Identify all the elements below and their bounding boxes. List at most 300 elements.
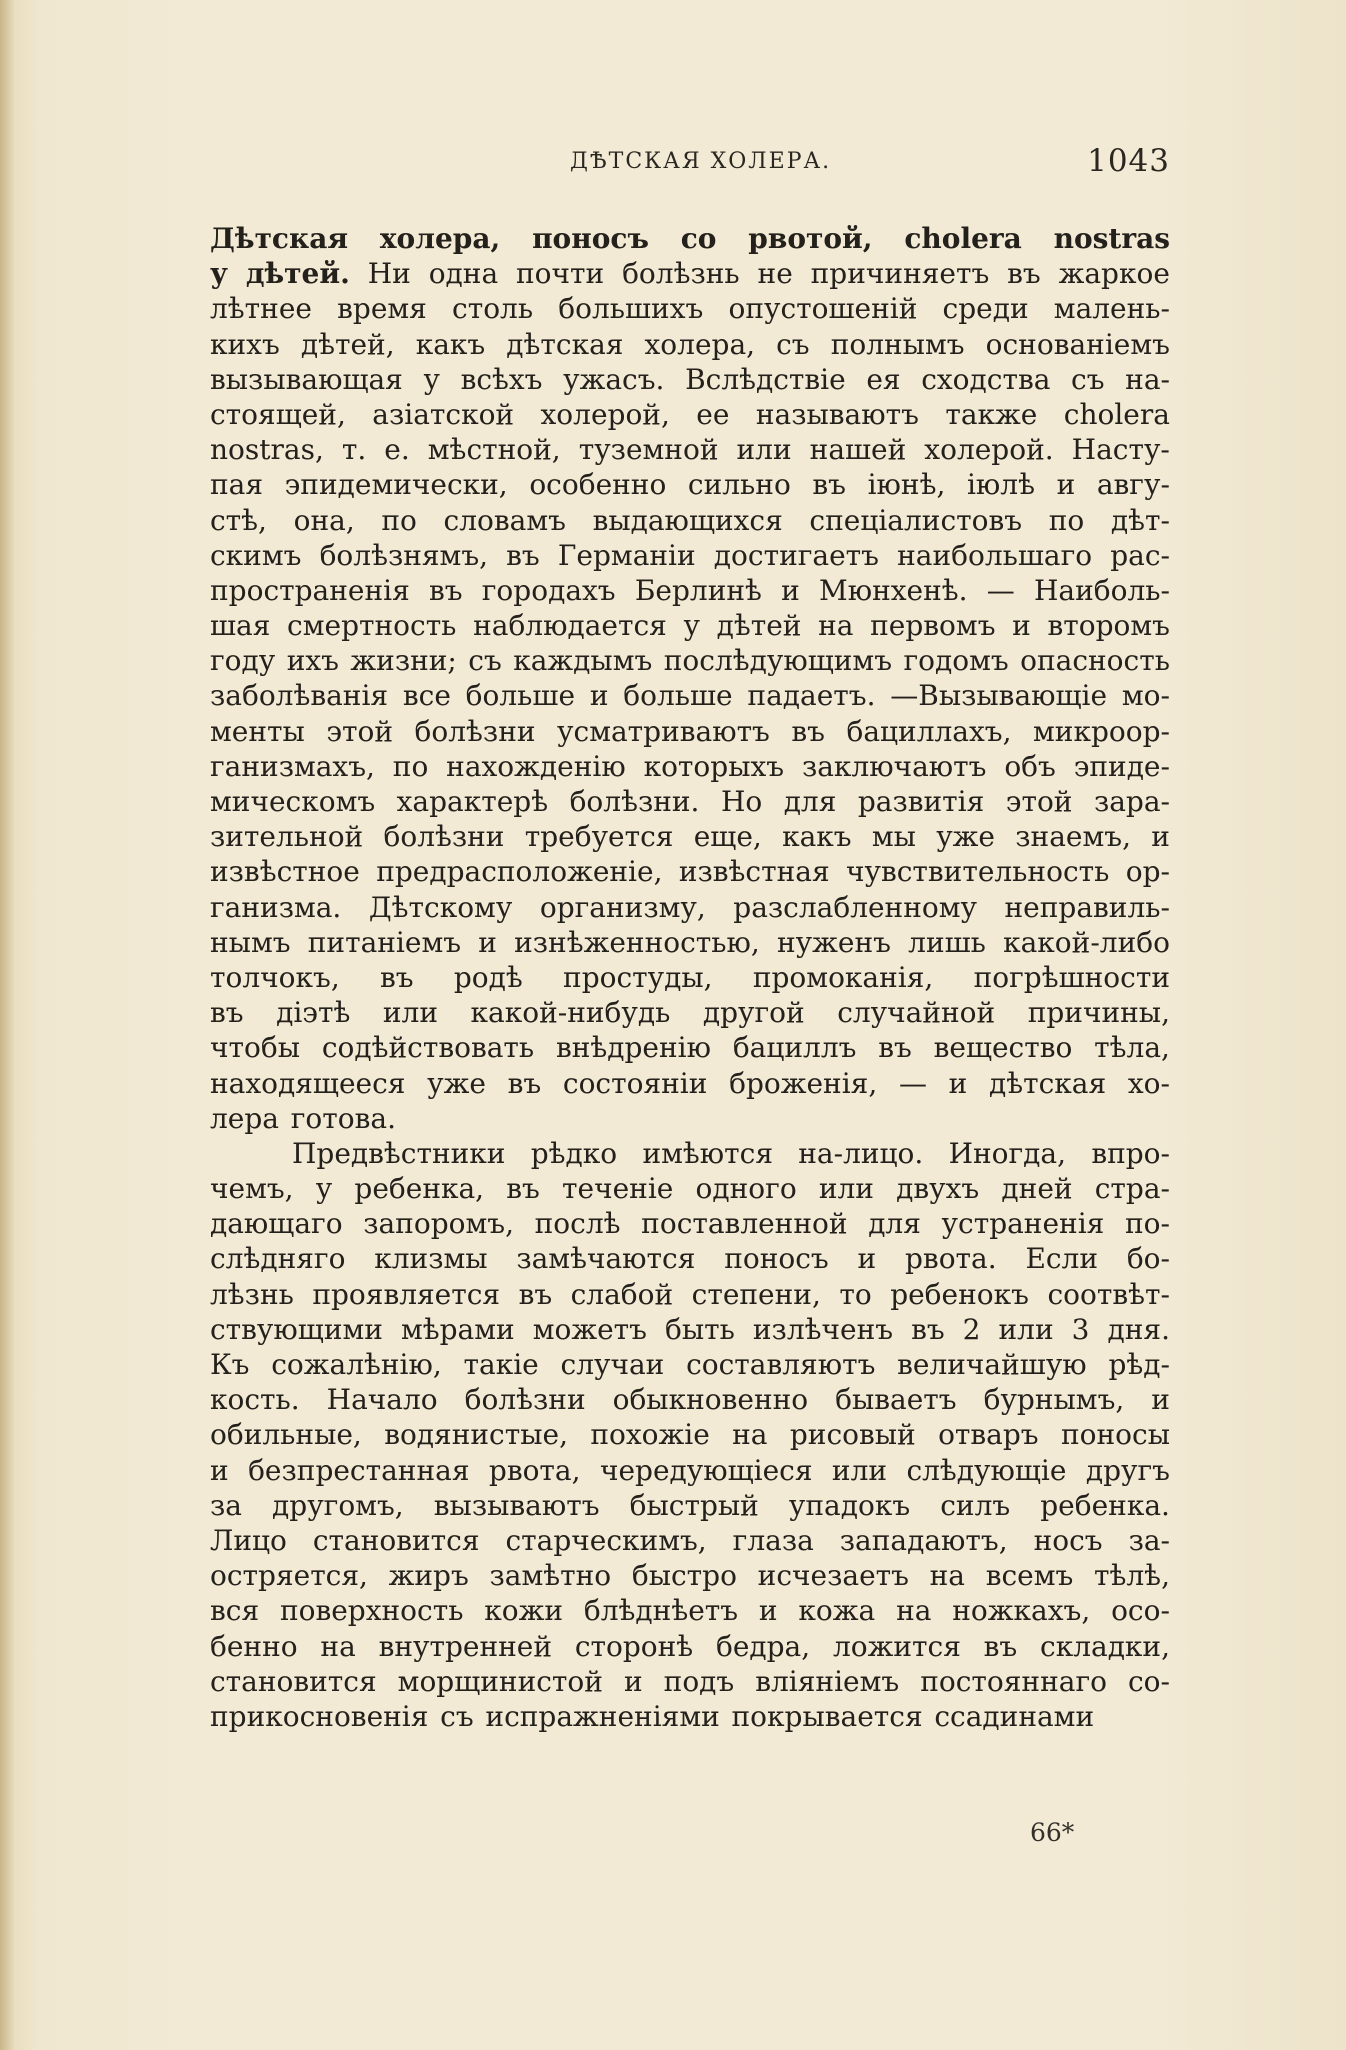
word: причины, [1027, 996, 1170, 1030]
word: толчокъ, [210, 960, 340, 994]
word: для [783, 785, 837, 818]
word: ребенка. [1040, 1488, 1170, 1522]
word: послѣ [534, 1207, 621, 1241]
word: въ [911, 1312, 945, 1346]
word: хо- [1127, 1066, 1170, 1100]
word: скимъ [210, 538, 302, 572]
word: клизмы [374, 1242, 488, 1276]
word: въ [1007, 257, 1041, 291]
word: нуженъ [777, 925, 891, 959]
word: покрывается [731, 1699, 923, 1733]
word: неправиль- [1004, 890, 1170, 924]
word: и [1012, 609, 1031, 643]
word: двухъ [896, 1172, 980, 1206]
word: сожалѣнію, [271, 1348, 442, 1381]
word: nostras [1053, 222, 1170, 255]
word: городахъ [481, 573, 616, 607]
word: словамъ [443, 503, 566, 537]
word: также [945, 397, 1038, 431]
word: на [896, 1594, 932, 1628]
word: пая [210, 468, 264, 502]
word: погрѣшности [973, 960, 1170, 994]
word: дѣтей. [245, 257, 350, 291]
text-line [210, 608, 1170, 643]
word: дѣтей [716, 609, 802, 643]
word: болѣзнь [622, 257, 740, 291]
word: сильно [687, 468, 791, 502]
word: лѣтнее [210, 292, 312, 326]
word: нахожденію [446, 749, 626, 783]
word: вещество [933, 1031, 1073, 1065]
word: спеціалистовъ [809, 503, 1023, 537]
word: въ [428, 573, 463, 607]
word: бо- [1126, 1242, 1170, 1276]
word: зительной [210, 820, 364, 854]
word: мы [871, 820, 916, 854]
word: водянистые, [384, 1418, 568, 1452]
word: кожа [798, 1594, 876, 1628]
word: глаза [732, 1523, 814, 1557]
word: среди [942, 292, 1029, 326]
word: въ [380, 960, 414, 994]
word: болѣзни [464, 1383, 586, 1417]
word: лишь [908, 925, 986, 959]
word: въ [878, 1031, 912, 1065]
word: внутренней [378, 1629, 553, 1663]
text-line [210, 678, 1170, 713]
word: у [423, 362, 440, 396]
word: или [382, 996, 438, 1030]
word: Лицо [210, 1523, 287, 1557]
word: дѣт- [1110, 503, 1170, 537]
word: выдающихся [592, 503, 783, 537]
word: бываетъ [835, 1383, 957, 1417]
word: cholera [904, 222, 1022, 255]
word: Мюнхенѣ. [819, 573, 968, 607]
word: и [948, 1066, 968, 1100]
word: теченіе [562, 1172, 674, 1206]
word: —Вызывающіе [890, 679, 1108, 713]
word: въ [518, 1277, 553, 1311]
text-line [210, 432, 1170, 467]
word: слабой [570, 1277, 674, 1311]
word: менты [210, 714, 305, 748]
word: питаніемъ [307, 925, 462, 959]
word: дѣтей, [300, 327, 395, 361]
word: холера, [644, 327, 756, 361]
text-line [210, 1241, 1170, 1276]
text-line [210, 1699, 1170, 1734]
word: запоромъ, [363, 1207, 514, 1241]
word: у [210, 257, 228, 291]
word: чтобы [210, 1031, 301, 1065]
word: родѣ [453, 960, 523, 994]
word: одна [428, 257, 499, 291]
word: осо- [1111, 1594, 1170, 1628]
word: полнымъ [830, 327, 965, 361]
word: и [589, 679, 609, 713]
word: Наиболь- [1034, 573, 1170, 607]
word: всѣхъ [460, 362, 543, 396]
word: исчезаетъ [757, 1559, 909, 1593]
word: рѣд- [1108, 1348, 1170, 1381]
word: какъ [415, 327, 486, 361]
text-line [210, 362, 1170, 397]
word: слѣдующіе [906, 1453, 1067, 1487]
word: промоканія, [752, 960, 934, 994]
text-line [210, 1488, 1170, 1523]
text-line [210, 1347, 1170, 1382]
word: холерой, [540, 397, 670, 431]
page-number: 1043 [1087, 143, 1170, 179]
word: на-лицо. [798, 1136, 924, 1170]
word: азіатской [372, 397, 515, 431]
word: холера, [379, 222, 501, 255]
word: Берлинѣ [634, 573, 762, 607]
word: этой [1005, 785, 1073, 818]
word: въ [210, 996, 244, 1030]
word: или [831, 1453, 888, 1487]
word: больше [623, 679, 733, 713]
text-line [210, 854, 1170, 889]
word: такіе [463, 1348, 539, 1381]
word: зара- [1093, 785, 1170, 818]
word: тѣла, [1094, 1031, 1170, 1065]
word: объ [1004, 749, 1056, 783]
word: причиняетъ [810, 257, 990, 291]
word: нымъ [210, 925, 291, 959]
word: съ [776, 327, 810, 361]
word: nostras, [210, 433, 324, 467]
word: становится [312, 1523, 480, 1557]
word: за [210, 1488, 242, 1522]
word: блѣднѣетъ [583, 1594, 739, 1628]
word: слѣдняго [210, 1242, 346, 1276]
word: организму, [539, 890, 706, 924]
text-line [210, 714, 1170, 749]
word: сходства [921, 362, 1051, 396]
word: похожіе [590, 1418, 710, 1452]
word: Если [1025, 1242, 1099, 1276]
word: поверхность [279, 1594, 464, 1628]
word: носъ [1033, 1523, 1103, 1557]
text-line [210, 1066, 1170, 1101]
word: на- [1125, 362, 1170, 396]
word: е. [384, 433, 410, 467]
word: усматриваютъ [557, 714, 770, 748]
word: или [818, 1172, 874, 1206]
word: рисовый [789, 1418, 916, 1452]
word: поносъ [724, 1242, 829, 1276]
word: извѣстная [678, 855, 830, 889]
word: стѣ, [210, 503, 267, 537]
word: вся [210, 1594, 260, 1628]
word: за- [1128, 1523, 1170, 1557]
word: съ [468, 644, 502, 678]
word: и [1056, 468, 1076, 502]
word: бурнымъ, [983, 1383, 1125, 1417]
word: бедра, [715, 1629, 811, 1663]
word: подъ [663, 1664, 735, 1698]
word: заключаютъ [801, 749, 987, 783]
word: состояніи [562, 1066, 708, 1100]
word: обильные, [210, 1418, 362, 1452]
word: поставленной [641, 1207, 848, 1241]
word: въ [791, 714, 825, 748]
word: или [736, 433, 792, 467]
word: всемъ [985, 1559, 1074, 1593]
word: мическомъ [210, 785, 376, 818]
word: она, [293, 503, 355, 537]
word: остряется, [210, 1559, 368, 1593]
word: рвотой, [748, 222, 873, 255]
text-line [210, 1523, 1170, 1558]
word: почти [516, 257, 605, 291]
word: одного [695, 1172, 797, 1206]
word: холерой. [924, 433, 1054, 467]
word: прикосновенія [210, 1699, 429, 1733]
word: впро- [1091, 1136, 1170, 1170]
word: характерѣ [396, 785, 549, 818]
word: не [757, 257, 793, 291]
text-line [210, 327, 1170, 362]
word: въ [812, 468, 846, 502]
word: Дѣтскому [368, 890, 513, 924]
word: по [1048, 503, 1085, 537]
word: требуется [524, 820, 674, 854]
word: іюлѣ [966, 468, 1035, 502]
word: извѣстное [210, 855, 360, 889]
text-line [210, 1101, 1170, 1136]
word: испражненіями [485, 1699, 720, 1733]
word: болѣзнямъ, [319, 538, 489, 572]
word: поносъ [532, 222, 649, 255]
word: въ [506, 1172, 540, 1206]
text-line [210, 397, 1170, 432]
text-line [210, 1593, 1170, 1628]
word: быть [664, 1312, 735, 1346]
word: по- [1124, 1207, 1170, 1241]
word: у [315, 1172, 333, 1206]
word: смертность [287, 609, 457, 643]
word: тѣлѣ, [1094, 1559, 1170, 1593]
word: то [839, 1277, 872, 1311]
word: эпидемически, [284, 468, 508, 502]
word: — [898, 1066, 927, 1100]
text-line [210, 1453, 1170, 1488]
word: замѣтно [489, 1559, 612, 1593]
word: ложится [832, 1629, 961, 1663]
text-line [210, 1382, 1170, 1417]
running-head: ДѢТСКАЯ ХОЛЕРА. [570, 149, 832, 174]
word: Ни [367, 257, 411, 291]
word: другой [702, 996, 805, 1030]
word: со- [1128, 1664, 1170, 1698]
word: кожи [484, 1594, 564, 1628]
word: 3 [1071, 1312, 1090, 1346]
word: ор- [1125, 855, 1170, 889]
text-line [210, 819, 1170, 854]
text-line [210, 960, 1170, 995]
word: безпрестанная [248, 1453, 470, 1487]
word: имѣются [642, 1136, 773, 1170]
text-line [210, 1277, 1170, 1312]
word: больше [465, 679, 576, 713]
word: становится [210, 1664, 377, 1698]
word: болѣзни [414, 714, 536, 748]
word: находящееся [210, 1066, 406, 1100]
word: лера [210, 1101, 279, 1135]
word: падаетъ. [747, 679, 876, 713]
word: у [683, 609, 700, 643]
word: ихъ [286, 644, 339, 678]
text-line [210, 503, 1170, 538]
word: — [986, 573, 1015, 607]
word: стра- [1094, 1172, 1170, 1206]
word: дѣтская [988, 1066, 1107, 1100]
word: время [337, 292, 427, 326]
word: отваръ [938, 1418, 1039, 1452]
word: годомъ [903, 644, 1009, 678]
word: замѣчаются [516, 1242, 696, 1276]
text-line [210, 1664, 1170, 1699]
word: морщинистой [397, 1664, 603, 1698]
word: быстро [631, 1559, 737, 1593]
word: содѣйствовать [321, 1031, 535, 1065]
word: величайшую [897, 1348, 1087, 1381]
word: ганизмахъ, [210, 749, 375, 783]
word: чувствительность [845, 855, 1110, 889]
text-line [210, 1030, 1170, 1065]
word: дающаго [210, 1207, 343, 1241]
word: кость. [210, 1383, 300, 1417]
word: и [857, 1242, 877, 1276]
word: старческимъ, [505, 1523, 707, 1557]
word: все [402, 679, 451, 713]
text-line [210, 1629, 1170, 1664]
word: Но [720, 785, 763, 818]
text-line [210, 221, 1170, 256]
word: малень- [1053, 292, 1170, 326]
word: простуды, [563, 960, 713, 994]
word: ссадинами [934, 1699, 1095, 1733]
word: болѣзни [383, 820, 505, 854]
word: изнѣженностью, [514, 925, 760, 959]
word: достигаетъ [713, 538, 879, 572]
word: или [998, 1312, 1054, 1346]
text-line [210, 573, 1170, 608]
word: Германіи [557, 538, 696, 572]
word: Насту- [1071, 433, 1170, 467]
word: Къ [210, 1348, 250, 1381]
word: іюнѣ, [867, 468, 946, 502]
word: и [781, 573, 800, 607]
word: развитія [857, 785, 985, 818]
word: и [478, 925, 497, 959]
word: жаркое [1058, 257, 1170, 291]
word: уже [936, 820, 996, 854]
word: рвота, [488, 1453, 581, 1487]
text-line [210, 256, 1170, 291]
word: ребенка, [354, 1172, 485, 1206]
page-header [210, 143, 1170, 193]
signature-mark: 66* [1030, 1818, 1075, 1847]
word: излѣченъ [752, 1312, 894, 1346]
text-line [210, 643, 1170, 678]
word: ножкахъ, [952, 1594, 1091, 1628]
word: мѣстной, [427, 433, 561, 467]
text-line [210, 467, 1170, 502]
text-line [210, 784, 1170, 819]
word: ея [866, 362, 901, 396]
word: вызываютъ [433, 1488, 600, 1522]
word: т. [341, 433, 367, 467]
word: ребенокъ [890, 1277, 1029, 1311]
word: какой-либо [1003, 925, 1170, 959]
word: въ [983, 1629, 1018, 1663]
word: на [320, 1629, 356, 1663]
word: особенно [529, 468, 667, 502]
text-line [210, 890, 1170, 925]
word: cholera [1063, 397, 1170, 431]
text-line [210, 925, 1170, 960]
word: опустошеній [728, 292, 918, 326]
word: и [1151, 1383, 1170, 1417]
word: заболѣванія [210, 679, 389, 713]
word: кихъ [210, 327, 280, 361]
word: Предвѣстники [292, 1136, 506, 1170]
text-line [210, 1171, 1170, 1206]
word: соотвѣт- [1047, 1277, 1170, 1311]
word: броженія, [729, 1066, 878, 1100]
word: Иногда, [948, 1136, 1067, 1170]
word: бациллахъ, [846, 714, 1012, 748]
word: другомъ, [272, 1488, 404, 1522]
article-body [210, 221, 1170, 1734]
word: бенно [210, 1629, 298, 1663]
word: туземной [578, 433, 719, 467]
word: пространенія [210, 573, 410, 607]
word: ствующими [210, 1312, 383, 1346]
word: другъ [1085, 1453, 1170, 1487]
text-line [210, 749, 1170, 784]
word: жиръ [388, 1559, 469, 1593]
word: ужасъ. [563, 362, 665, 396]
word: болѣзни. [569, 785, 700, 818]
word: рас- [1110, 538, 1170, 572]
word: готова. [290, 1101, 396, 1135]
word: дней [1001, 1172, 1073, 1206]
word: и [623, 1664, 643, 1698]
word: быстрый [629, 1488, 759, 1522]
word: 2 [962, 1312, 981, 1346]
word: въ [507, 1066, 542, 1100]
word: съ [440, 1699, 474, 1733]
word: устраненія [941, 1207, 1105, 1241]
word: степени, [691, 1277, 821, 1311]
word: каждымъ [513, 644, 653, 678]
word: большихъ [558, 292, 704, 326]
word: какъ [782, 820, 852, 854]
word: по [392, 749, 429, 783]
word: нашей [809, 433, 907, 467]
word: жизни; [350, 644, 457, 678]
word: дня. [1107, 1312, 1170, 1346]
word: Вслѣдствіе [685, 362, 846, 396]
word: опасность [1020, 644, 1170, 678]
word: на [929, 1559, 965, 1593]
word: первомъ [870, 609, 996, 643]
